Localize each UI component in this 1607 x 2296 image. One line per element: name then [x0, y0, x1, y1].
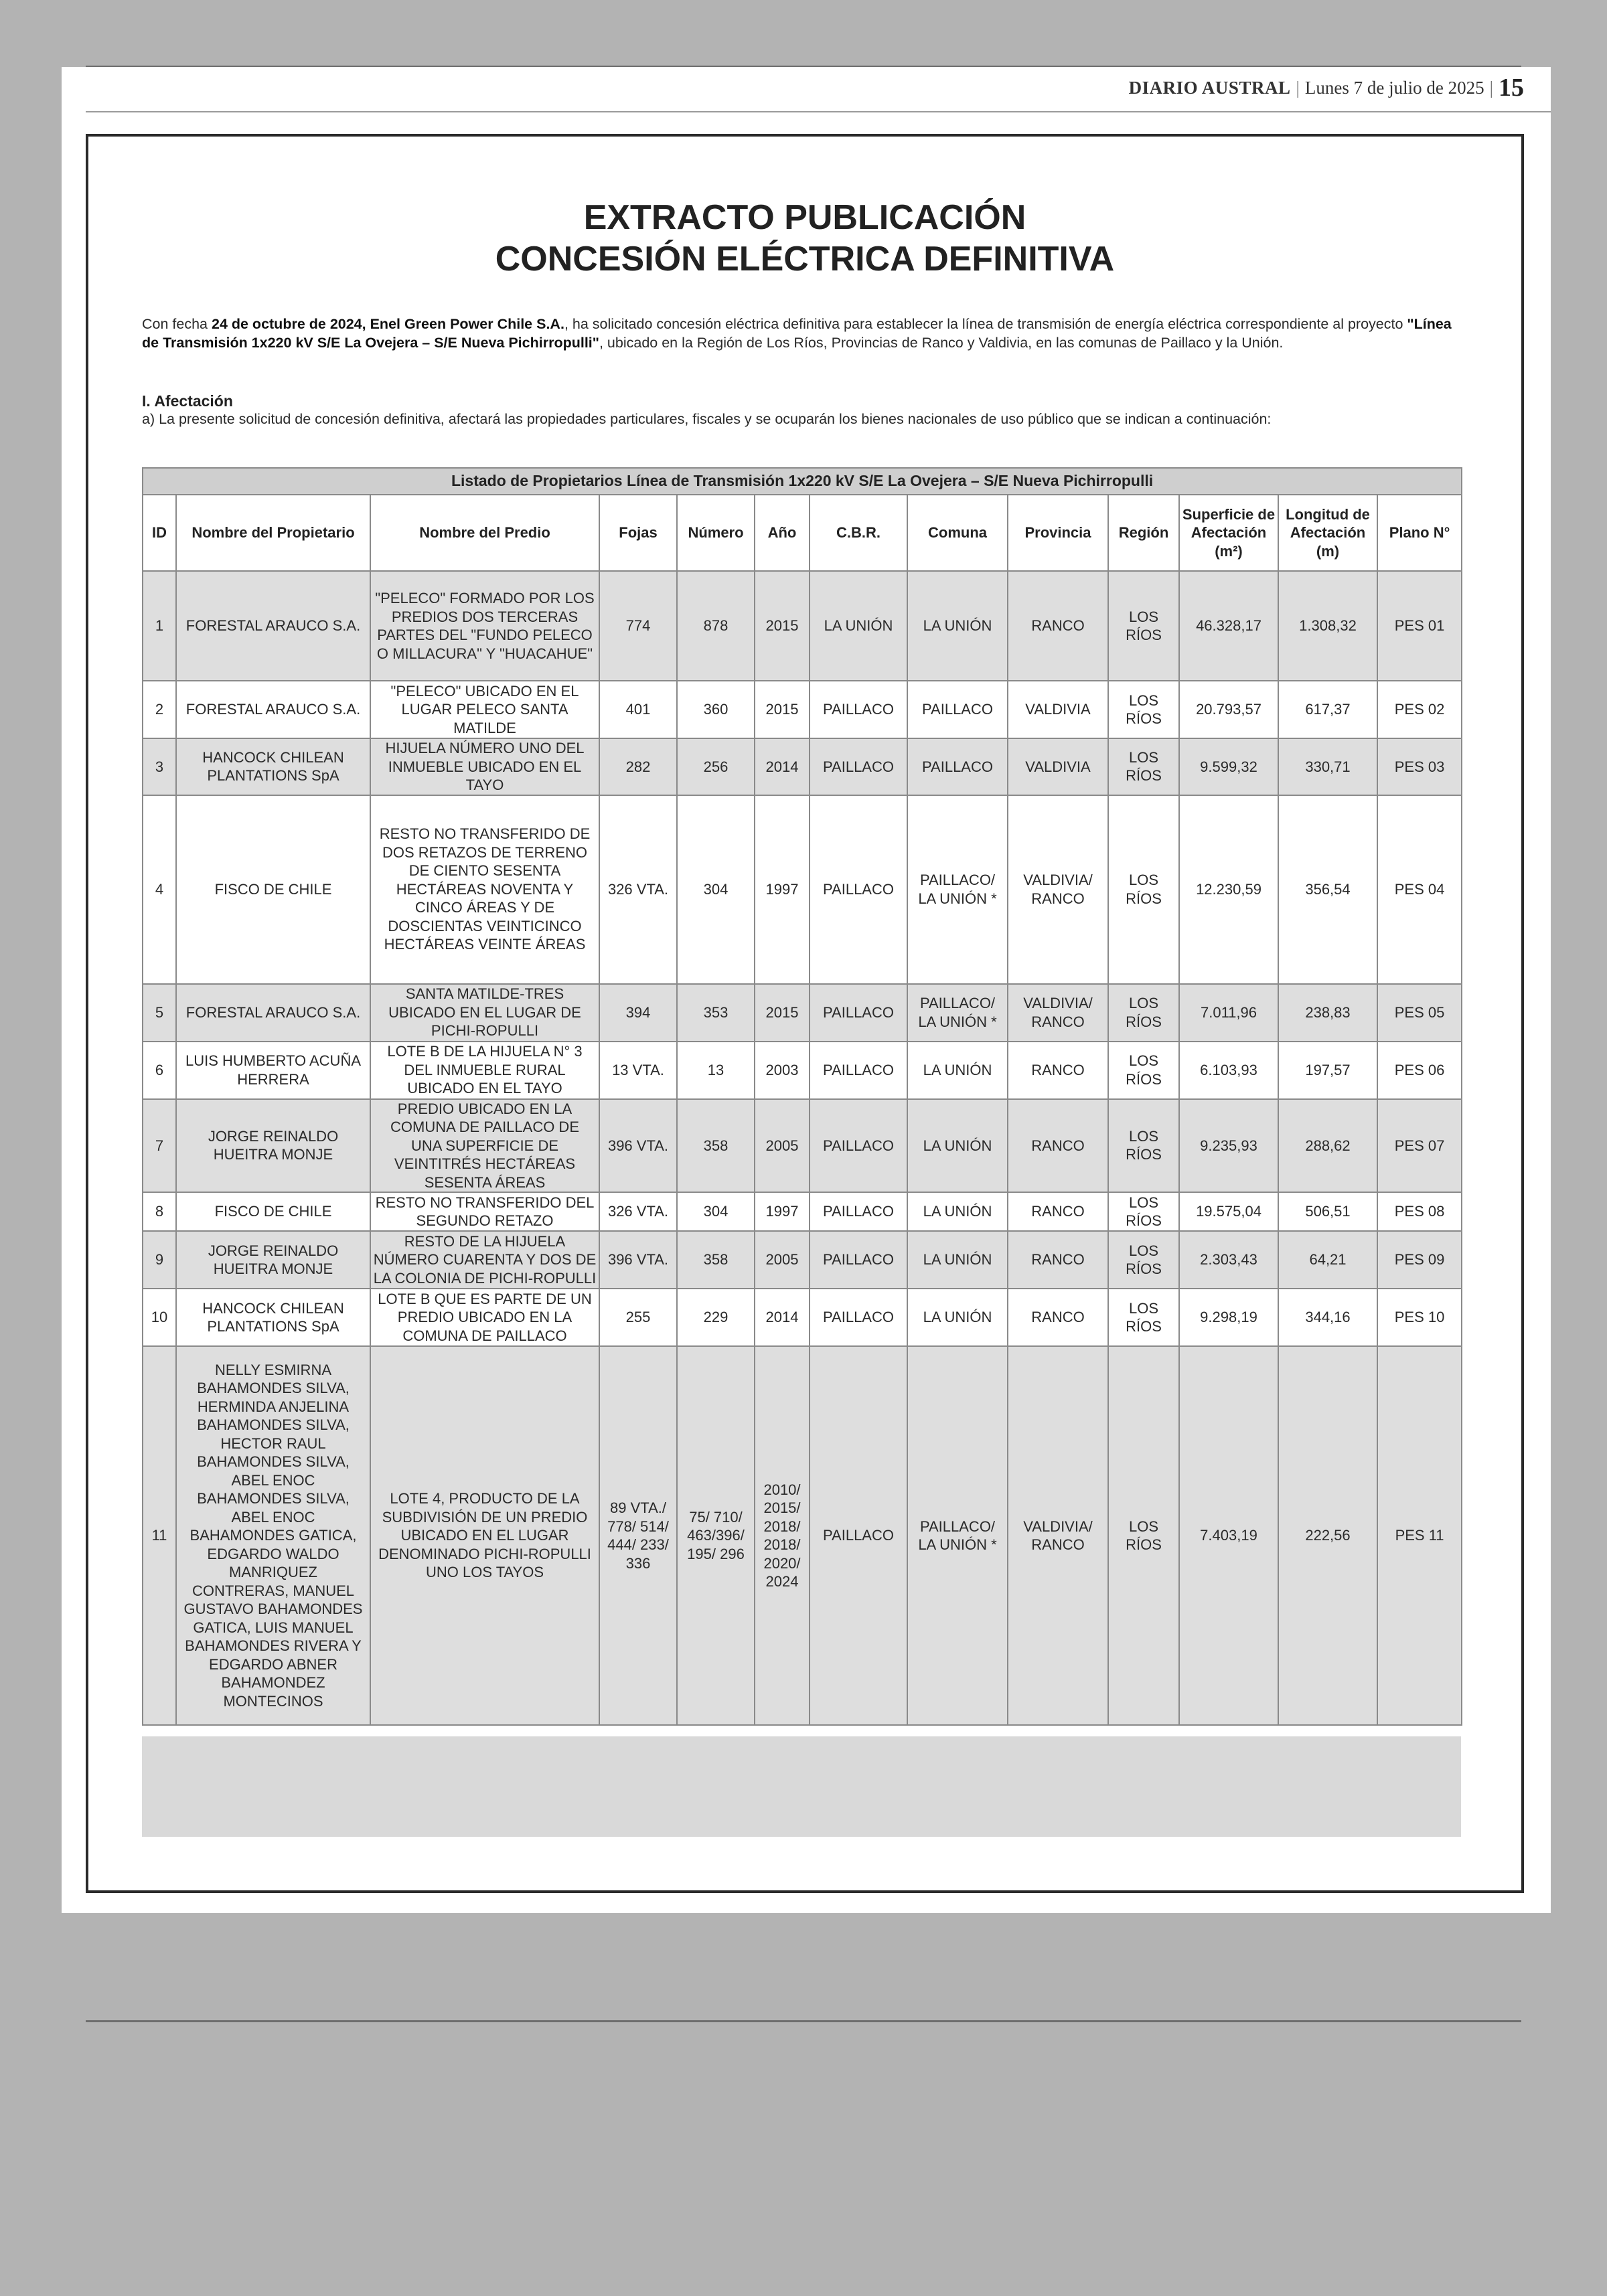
- cell-numero: 360: [677, 681, 755, 738]
- col-header-superficie: Superficie de Afectación (m²): [1179, 495, 1278, 571]
- cell-superficie: 2.303,43: [1179, 1231, 1278, 1289]
- blank-gray-panel: [142, 1736, 1461, 1837]
- cell-property: LOTE B DE LA HIJUELA N° 3 DEL INMUEBLE RURAL UBICADO EN EL TAYO: [370, 1042, 599, 1099]
- cell-id: 5: [143, 984, 176, 1042]
- cell-region: LOS RÍOS: [1108, 795, 1179, 984]
- cell-cbr: PAILLACO: [810, 1346, 907, 1725]
- cell-superficie: 20.793,57: [1179, 681, 1278, 738]
- cell-owner: FISCO DE CHILE: [176, 795, 370, 984]
- cell-plano: PES 09: [1377, 1231, 1462, 1289]
- cell-fojas: 326 VTA.: [599, 795, 677, 984]
- cell-comuna: LA UNIÓN: [907, 1231, 1008, 1289]
- cell-owner: FISCO DE CHILE: [176, 1192, 370, 1231]
- cell-plano: PES 08: [1377, 1192, 1462, 1231]
- cell-comuna: LA UNIÓN: [907, 1192, 1008, 1231]
- cell-fojas: 396 VTA.: [599, 1231, 677, 1289]
- cell-provincia: VALDIVIA/ RANCO: [1008, 795, 1108, 984]
- cell-cbr: PAILLACO: [810, 1042, 907, 1099]
- cell-id: 8: [143, 1192, 176, 1231]
- cell-numero: 75/ 710/ 463/396/ 195/ 296: [677, 1346, 755, 1725]
- cell-id: 1: [143, 571, 176, 681]
- cell-cbr: PAILLACO: [810, 1231, 907, 1289]
- cell-region: LOS RÍOS: [1108, 1346, 1179, 1725]
- table-row: [143, 681, 1462, 738]
- intro-paragraph: Con fecha 24 de octubre de 2024, Enel Green Power Chile S.A., ha solicitado concesión eléctrica definitiva para establecer la línea de transmisión de energía eléctrica correspondiente al proyecto "Línea de Transmisión 1x220 kV S/E La Ovejera – S/E Nueva Pichirropulli", ubicado en la Región de Los Ríos, Provincias de Ranco y Valdivia, en las comunas de Paillaco y la Unión.: [142, 316, 1452, 351]
- cell-id: 4: [143, 795, 176, 984]
- table-row: [143, 984, 1462, 1042]
- cell-plano: PES 05: [1377, 984, 1462, 1042]
- cell-superficie: 46.328,17: [1179, 571, 1278, 681]
- cell-longitud: 356,54: [1278, 795, 1377, 984]
- cell-anio: 2010/ 2015/ 2018/ 2018/ 2020/ 2024: [755, 1346, 810, 1725]
- cell-comuna: LA UNIÓN: [907, 571, 1008, 681]
- cell-comuna: LA UNIÓN: [907, 1099, 1008, 1193]
- cell-plano: PES 06: [1377, 1042, 1462, 1099]
- cell-plano: PES 10: [1377, 1289, 1462, 1346]
- cell-plano: PES 07: [1377, 1099, 1462, 1193]
- table-row: [143, 1042, 1462, 1099]
- cell-provincia: RANCO: [1008, 1099, 1108, 1193]
- table-row: [143, 1231, 1462, 1289]
- masthead: DIARIO AUSTRAL | Lunes 7 de julio de 2025 | 15: [1128, 74, 1524, 102]
- cell-longitud: 64,21: [1278, 1231, 1377, 1289]
- cell-longitud: 1.308,32: [1278, 571, 1377, 681]
- section-text: a) La presente solicitud de concesión definitiva, afectará las propiedades particulares, fiscales y se ocuparán los bienes nacionales de uso público que se indican a continuación:: [142, 411, 1272, 427]
- table-row: [143, 738, 1462, 795]
- cell-owner: LUIS HUMBERTO ACUÑA HERRERA: [176, 1042, 370, 1099]
- col-header-region: Región: [1108, 495, 1179, 571]
- cell-region: LOS RÍOS: [1108, 1099, 1179, 1193]
- cell-provincia: VALDIVIA: [1008, 738, 1108, 795]
- col-header-numero: Número: [677, 495, 755, 571]
- cell-superficie: 6.103,93: [1179, 1042, 1278, 1099]
- bottom-rule: [86, 2020, 1521, 2022]
- cell-fojas: 326 VTA.: [599, 1192, 677, 1231]
- table-row: [143, 1192, 1462, 1231]
- cell-fojas: 89 VTA./ 778/ 514/ 444/ 233/ 336: [599, 1346, 677, 1725]
- cell-superficie: 19.575,04: [1179, 1192, 1278, 1231]
- cell-comuna: PAILLACO: [907, 738, 1008, 795]
- cell-numero: 353: [677, 984, 755, 1042]
- cell-property: RESTO DE LA HIJUELA NÚMERO CUARENTA Y DOS DE LA COLONIA DE PICHI-ROPULLI: [370, 1231, 599, 1289]
- table-row: [143, 795, 1462, 984]
- cell-id: 10: [143, 1289, 176, 1346]
- cell-region: LOS RÍOS: [1108, 738, 1179, 795]
- cell-longitud: 197,57: [1278, 1042, 1377, 1099]
- cell-plano: PES 03: [1377, 738, 1462, 795]
- page-number: 15: [1499, 74, 1524, 102]
- cell-plano: PES 11: [1377, 1346, 1462, 1725]
- cell-anio: 1997: [755, 1192, 810, 1231]
- col-header-property: Nombre del Predio: [370, 495, 599, 571]
- cell-anio: 2015: [755, 984, 810, 1042]
- cell-id: 11: [143, 1346, 176, 1725]
- cell-plano: PES 02: [1377, 681, 1462, 738]
- cell-anio: 2005: [755, 1099, 810, 1193]
- table-row: [143, 1346, 1462, 1725]
- cell-numero: 878: [677, 571, 755, 681]
- cell-fojas: 774: [599, 571, 677, 681]
- cell-numero: 358: [677, 1231, 755, 1289]
- cell-owner: JORGE REINALDO HUEITRA MONJE: [176, 1231, 370, 1289]
- cell-property: LOTE 4, PRODUCTO DE LA SUBDIVISIÓN DE UN PREDIO UBICADO EN EL LUGAR DENOMINADO PICHI-ROPULLI UNO LOS TAYOS: [370, 1346, 599, 1725]
- col-header-cbr: C.B.R.: [810, 495, 907, 571]
- cell-fojas: 396 VTA.: [599, 1099, 677, 1193]
- publication-date: Lunes 7 de julio de 2025: [1304, 77, 1484, 98]
- cell-numero: 304: [677, 1192, 755, 1231]
- cell-fojas: 394: [599, 984, 677, 1042]
- col-header-anio: Año: [755, 495, 810, 571]
- cell-provincia: VALDIVIA/ RANCO: [1008, 984, 1108, 1042]
- section-title: I. Afectación: [142, 392, 233, 410]
- cell-numero: 358: [677, 1099, 755, 1193]
- col-header-provincia: Provincia: [1008, 495, 1108, 571]
- table-row: [143, 1289, 1462, 1346]
- cell-numero: 304: [677, 795, 755, 984]
- table-header-row: [143, 495, 1462, 571]
- cell-id: 6: [143, 1042, 176, 1099]
- col-header-id: ID: [143, 495, 176, 571]
- cell-anio: 2003: [755, 1042, 810, 1099]
- cell-provincia: RANCO: [1008, 1192, 1108, 1231]
- col-header-plano: Plano N°: [1377, 495, 1462, 571]
- cell-provincia: VALDIVIA: [1008, 681, 1108, 738]
- cell-region: LOS RÍOS: [1108, 1289, 1179, 1346]
- cell-cbr: PAILLACO: [810, 1289, 907, 1346]
- cell-anio: 2015: [755, 571, 810, 681]
- cell-region: LOS RÍOS: [1108, 1192, 1179, 1231]
- cell-longitud: 330,71: [1278, 738, 1377, 795]
- cell-owner: FORESTAL ARAUCO S.A.: [176, 984, 370, 1042]
- cell-longitud: 222,56: [1278, 1346, 1377, 1725]
- cell-anio: 2014: [755, 1289, 810, 1346]
- cell-comuna: PAILLACO/ LA UNIÓN *: [907, 795, 1008, 984]
- cell-cbr: PAILLACO: [810, 1192, 907, 1231]
- cell-region: LOS RÍOS: [1108, 1042, 1179, 1099]
- cell-id: 7: [143, 1099, 176, 1193]
- cell-longitud: 288,62: [1278, 1099, 1377, 1193]
- cell-superficie: 9.599,32: [1179, 738, 1278, 795]
- cell-longitud: 617,37: [1278, 681, 1377, 738]
- cell-superficie: 12.230,59: [1179, 795, 1278, 984]
- cell-provincia: VALDIVIA/ RANCO: [1008, 1346, 1108, 1725]
- col-header-owner: Nombre del Propietario: [176, 495, 370, 571]
- cell-superficie: 9.298,19: [1179, 1289, 1278, 1346]
- cell-anio: 2005: [755, 1231, 810, 1289]
- table-caption: Listado de Propietarios Línea de Transmisión 1x220 kV S/E La Ovejera – S/E Nueva Pichirropulli: [143, 468, 1462, 495]
- cell-region: LOS RÍOS: [1108, 571, 1179, 681]
- cell-longitud: 238,83: [1278, 984, 1377, 1042]
- owners-table: [142, 467, 1462, 1726]
- cell-region: LOS RÍOS: [1108, 1231, 1179, 1289]
- cell-property: RESTO NO TRANSFERIDO DE DOS RETAZOS DE TERRENO DE CIENTO SESENTA HECTÁREAS NOVENTA Y CINCO ÁREAS Y DE DOSCIENTAS VEINTICINCO HECTÁREAS VEINTE ÁREAS: [370, 795, 599, 984]
- cell-comuna: PAILLACO/ LA UNIÓN *: [907, 1346, 1008, 1725]
- cell-property: RESTO NO TRANSFERIDO DEL SEGUNDO RETAZO: [370, 1192, 599, 1231]
- cell-owner: FORESTAL ARAUCO S.A.: [176, 571, 370, 681]
- cell-id: 9: [143, 1231, 176, 1289]
- cell-cbr: PAILLACO: [810, 681, 907, 738]
- cell-property: "PELECO" UBICADO EN EL LUGAR PELECO SANTA MATILDE: [370, 681, 599, 738]
- newspaper-page: [62, 67, 1551, 1913]
- col-header-longitud: Longitud de Afectación (m): [1278, 495, 1377, 571]
- cell-owner: JORGE REINALDO HUEITRA MONJE: [176, 1099, 370, 1193]
- cell-numero: 229: [677, 1289, 755, 1346]
- cell-anio: 1997: [755, 795, 810, 984]
- cell-region: LOS RÍOS: [1108, 681, 1179, 738]
- cell-fojas: 13 VTA.: [599, 1042, 677, 1099]
- cell-comuna: LA UNIÓN: [907, 1289, 1008, 1346]
- cell-numero: 256: [677, 738, 755, 795]
- cell-plano: PES 01: [1377, 571, 1462, 681]
- cell-anio: 2014: [755, 738, 810, 795]
- col-header-comuna: Comuna: [907, 495, 1008, 571]
- cell-property: HIJUELA NÚMERO UNO DEL INMUEBLE UBICADO EN EL TAYO: [370, 738, 599, 795]
- table-row: [143, 571, 1462, 681]
- cell-id: 3: [143, 738, 176, 795]
- cell-cbr: PAILLACO: [810, 795, 907, 984]
- cell-comuna: PAILLACO: [907, 681, 1008, 738]
- cell-provincia: RANCO: [1008, 1042, 1108, 1099]
- cell-property: LOTE B QUE ES PARTE DE UN PREDIO UBICADO EN LA COMUNA DE PAILLACO: [370, 1289, 599, 1346]
- notice-frame: [86, 134, 1524, 1893]
- cell-cbr: PAILLACO: [810, 738, 907, 795]
- cell-numero: 13: [677, 1042, 755, 1099]
- newspaper-name: DIARIO AUSTRAL: [1128, 77, 1291, 98]
- cell-id: 2: [143, 681, 176, 738]
- cell-superficie: 7.403,19: [1179, 1346, 1278, 1725]
- cell-provincia: RANCO: [1008, 1289, 1108, 1346]
- cell-anio: 2015: [755, 681, 810, 738]
- cell-provincia: RANCO: [1008, 1231, 1108, 1289]
- cell-property: PREDIO UBICADO EN LA COMUNA DE PAILLACO DE UNA SUPERFICIE DE VEINTITRÉS HECTÁREAS SESENTA ÁREAS: [370, 1099, 599, 1193]
- cell-property: SANTA MATILDE-TRES UBICADO EN EL LUGAR DE PICHI-ROPULLI: [370, 984, 599, 1042]
- cell-fojas: 255: [599, 1289, 677, 1346]
- cell-cbr: PAILLACO: [810, 984, 907, 1042]
- cell-owner: HANCOCK CHILEAN PLANTATIONS SpA: [176, 738, 370, 795]
- cell-comuna: LA UNIÓN: [907, 1042, 1008, 1099]
- cell-plano: PES 04: [1377, 795, 1462, 984]
- cell-fojas: 282: [599, 738, 677, 795]
- cell-cbr: PAILLACO: [810, 1099, 907, 1193]
- cell-owner: HANCOCK CHILEAN PLANTATIONS SpA: [176, 1289, 370, 1346]
- cell-longitud: 506,51: [1278, 1192, 1377, 1231]
- cell-owner: FORESTAL ARAUCO S.A.: [176, 681, 370, 738]
- notice-title: EXTRACTO PUBLICACIÓN CONCESIÓN ELÉCTRICA DEFINITIVA: [495, 198, 1115, 278]
- cell-superficie: 9.235,93: [1179, 1099, 1278, 1193]
- cell-fojas: 401: [599, 681, 677, 738]
- cell-superficie: 7.011,96: [1179, 984, 1278, 1042]
- table-row: [143, 1099, 1462, 1193]
- cell-cbr: LA UNIÓN: [810, 571, 907, 681]
- cell-provincia: RANCO: [1008, 571, 1108, 681]
- cell-longitud: 344,16: [1278, 1289, 1377, 1346]
- cell-owner: NELLY ESMIRNA BAHAMONDES SILVA, HERMINDA ANJELINA BAHAMONDES SILVA, HECTOR RAUL BAHAMONDES SILVA, ABEL ENOC BAHAMONDES SILVA, ABEL ENOC BAHAMONDES GATICA, EDGARDO WALDO MANRIQUEZ CONTRERAS, MANUEL GUSTAVO BAHAMONDES GATICA, LUIS MANUEL BAHAMONDES RIVERA Y EDGARDO ABNER BAHAMONDEZ MONTECINOS: [176, 1346, 370, 1725]
- col-header-fojas: Fojas: [599, 495, 677, 571]
- cell-comuna: PAILLACO/ LA UNIÓN *: [907, 984, 1008, 1042]
- header-rule: [86, 111, 1551, 112]
- cell-property: "PELECO" FORMADO POR LOS PREDIOS DOS TERCERAS PARTES DEL "FUNDO PELECO O MILLACURA" Y "HUACAHUE": [370, 571, 599, 681]
- cell-region: LOS RÍOS: [1108, 984, 1179, 1042]
